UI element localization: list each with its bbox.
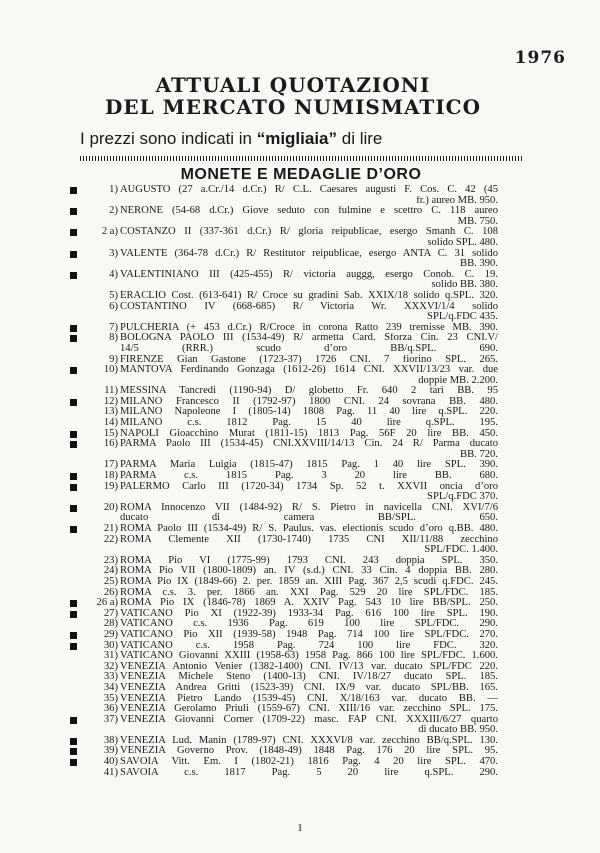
- list-item: [0, 609, 600, 620]
- list-item: [0, 429, 600, 440]
- entry-text: SPL/FDC. 1.400.: [424, 545, 498, 556]
- entry-text: BB. 390.: [460, 259, 498, 270]
- entry-text: MB. 750.: [457, 216, 498, 227]
- bullet-marker: [70, 473, 77, 480]
- list-item: [0, 662, 600, 673]
- list-item: [0, 566, 600, 577]
- list-item: [0, 323, 600, 334]
- entry-number: 38): [103, 734, 118, 746]
- list-item: [0, 365, 600, 386]
- list-item: [0, 249, 600, 270]
- entry-number: 32): [103, 660, 118, 672]
- entry-text: ROMA Pio IX (1846-78) 1869 A. XXIV Pag. 543 10 lire BB/SPL. 250.: [120, 598, 498, 609]
- entry-number: 15): [103, 427, 118, 439]
- list-item: [0, 535, 600, 556]
- list-item: [0, 757, 600, 768]
- entry-number: 1): [109, 184, 118, 195]
- list-item: [0, 577, 600, 588]
- entry-text: ROMA Clemente XII (1730-1740) 1735 CNI XII/11/88 zecchino: [120, 534, 498, 545]
- list-item: [0, 556, 600, 567]
- entry-number: 20): [103, 501, 118, 513]
- entry-text: NAPOLI Gioacchino Murat (1811-15) 1813 Pag. 56F 20 lire BB. 450.: [120, 428, 498, 439]
- bullet-marker: [70, 759, 77, 766]
- entry-text: MANTOVA Ferdinando Gonzaga (1612-26) 1614 CNI. XXVII/13/23 var. due: [120, 365, 498, 376]
- entry-number: 21): [103, 523, 118, 534]
- bullet-marker: [70, 208, 77, 215]
- entry-text: ROMA Paolo III (1534-49) R/ S. Paulus. vas. electionis scudo d’oro q.BB. 480.: [120, 524, 498, 534]
- entry-number: 37): [103, 713, 118, 725]
- entry-text: 14/5 (RRR.) scudo d’oro BB/q.SPL. 690.: [120, 343, 498, 354]
- entry-text: SPL/q.FDC 435.: [427, 312, 498, 323]
- page-number: 1: [297, 822, 303, 834]
- entry-number: 24): [103, 565, 118, 577]
- entry-number: 29): [103, 628, 118, 640]
- entries-list: [0, 185, 600, 778]
- entry-number: 34): [103, 681, 118, 693]
- entry-text: ROMA Pio VI (1775-99) 1793 CNI. 243 doppia SPL. 350.: [120, 555, 498, 566]
- entry-text: VENEZIA Giovanni Corner (1709-22) masc. FAP CNI. XXXIII/6/27 quarto: [120, 714, 498, 725]
- bullet-marker: [70, 611, 77, 618]
- subtitle: [80, 129, 382, 149]
- bullet-marker: [70, 484, 77, 491]
- bullet-marker: [70, 717, 77, 724]
- list-item: [0, 418, 600, 429]
- section-title: MONETE E MEDAGLIE D’ORO: [180, 166, 422, 183]
- entry-number: 25): [103, 575, 118, 587]
- entry-text: COSTANZO II (337-361 d.Cr.) R/ gloria reipublicae, esergo Smanh C. 108: [120, 227, 498, 238]
- list-item: [0, 439, 600, 460]
- entry-number: 5): [109, 289, 118, 301]
- entry-text: SAVOIA Vitt. Em. I (1802-21) 1816 Pag. 4 20 lire SPL. 470.: [120, 757, 498, 768]
- entry-text: MILANO c.s. 1812 Pag. 15 40 lire q.SPL. 195.: [120, 418, 498, 429]
- entry-number: 40): [103, 756, 118, 768]
- subtitle-emphasis: “migliaia”: [256, 129, 338, 148]
- list-item: [0, 355, 600, 366]
- entry-number: 9): [109, 353, 118, 365]
- list-item: [0, 694, 600, 705]
- list-item: [0, 386, 600, 397]
- bullet-marker: [70, 229, 77, 236]
- entry-text: MILANO Francesco II (1792-97) 1800 CNI. 24 sovrana BB. 480.: [120, 396, 498, 407]
- list-item: [0, 503, 600, 524]
- entry-number: 10): [103, 364, 118, 376]
- list-item: [0, 524, 600, 535]
- list-item: [0, 185, 600, 206]
- bullet-marker: [70, 632, 77, 639]
- bullet-marker: [70, 187, 77, 194]
- bullet-marker: [70, 748, 77, 755]
- entry-text: VATICANO c.s. 1936 Pag. 619 100 lire SPL/FDC. 290.: [120, 619, 498, 630]
- entry-number: 23): [103, 554, 118, 566]
- entry-number: 35): [103, 692, 118, 704]
- bullet-marker: [70, 335, 77, 342]
- entry-text: VATICANO Pio XII (1939-58) 1948 Pag. 714 100 lire SPL/FDC. 270.: [120, 629, 498, 640]
- entry-text: MESSINA Tancredi (1190-94) D/ globetto Fr. 640 2 tarì BB. 95: [120, 386, 498, 397]
- entry-text: FIRENZE Gian Gastone (1723-37) 1726 CNI. 7 fiorino SPL. 265.: [120, 354, 498, 365]
- entry-text: MILANO Napoleone I (1805-14) 1808 Pag. 11 40 lire q.SPL. 220.: [120, 407, 498, 418]
- bullet-marker: [70, 600, 77, 607]
- entry-text: VENEZIA Antonio Venier (1382-1400) CNI. IV/13 var. ducato SPL/FDC 220.: [120, 661, 498, 672]
- entry-number: 30): [103, 639, 118, 651]
- bullet-marker: [70, 325, 77, 332]
- entry-text: PARMA c.s. 1815 Pag. 3 20 lire BB. 680.: [120, 471, 498, 482]
- bullet-marker: [70, 643, 77, 650]
- list-item: [0, 588, 600, 599]
- entry-number: 41): [103, 766, 118, 778]
- entry-text: ROMA c.s. 3. per. 1866 an. XXI Pag. 529 20 lire SPL/FDC. 185.: [120, 587, 498, 598]
- entry-text: SPL/q.FDC 370.: [427, 492, 498, 503]
- list-item: [0, 619, 600, 630]
- entry-text: VATICANO c.s. 1958 Pag. 724 100 lire FDC. 320.: [120, 640, 498, 651]
- entry-number: 17): [103, 459, 118, 471]
- list-item: [0, 471, 600, 482]
- list-item: [0, 598, 600, 609]
- dotted-rule: [80, 156, 522, 161]
- entry-number: 39): [103, 745, 118, 757]
- list-item: [0, 736, 600, 747]
- entry-number: 28): [103, 618, 118, 630]
- entry-text: VATICANO Pio XI (1922-39) 1933-34 Pag. 616 100 lire SPL. 190.: [120, 608, 498, 619]
- list-item: [0, 460, 600, 471]
- subtitle-suffix: di lire: [337, 129, 383, 148]
- entry-text: solido BB. 380.: [431, 280, 498, 291]
- list-item: [0, 270, 600, 291]
- entry-text: PARMA Paolo III (1534-45) CNI.XXVIII/14/13 Cin. 24 R/ Parma ducato: [120, 439, 498, 450]
- entry-text: doppie MB. 2.200.: [418, 375, 498, 386]
- entry-text: AUGUSTO (27 a.Cr./14 d.Cr.) R/ C.L. Caesares augusti F. Cos. C. 42 (45: [120, 185, 498, 195]
- entry-text: VALENTINIANO III (425-455) R/ victoria auggg, esergo Conob. C. 19.: [120, 269, 498, 280]
- list-item: [0, 683, 600, 694]
- list-item: [0, 407, 600, 418]
- entry-text: VALENTE (364-78 d.Cr.) R/ Restitutor reipublicae, esergo ANTA C. 31 solido: [120, 248, 498, 259]
- bullet-marker: [70, 367, 77, 374]
- entry-number: 36): [103, 703, 118, 715]
- list-item: [0, 672, 600, 683]
- entry-number: 2 a): [101, 226, 118, 238]
- entry-number: 4): [109, 268, 118, 280]
- entry-text: NERONE (54-68 d.Cr.) Giove seduto con fulmine e scettro C. 118 aureo: [120, 206, 498, 217]
- entry-number: 26 a): [96, 597, 118, 609]
- entry-text: VENEZIA Pietro Lando (1539-45) CNI. X/18/163 var. ducato BB. —: [120, 693, 498, 704]
- entry-text: PULCHERIA (+ 453 d.Cr.) R/Croce in corona Ratto 239 tremisse MB. 390.: [120, 322, 498, 333]
- entry-text: BOLOGNA PAOLO III (1534-49) R/ armetta Card. Sforza Cin. 23 CNI.V/: [120, 333, 498, 344]
- bullet-marker: [70, 399, 77, 406]
- list-item: [0, 768, 600, 779]
- entry-number: 13): [103, 406, 118, 418]
- bullet-marker: [70, 738, 77, 745]
- list-item: [0, 641, 600, 652]
- entry-number: 3): [109, 247, 118, 259]
- title-line-1: ATTUALI QUOTAZIONI: [155, 73, 431, 97]
- bullet-marker: [70, 431, 77, 438]
- list-item: [0, 482, 600, 503]
- list-item: [0, 291, 600, 302]
- entry-number: 11): [104, 385, 118, 397]
- list-item: [0, 227, 600, 248]
- entry-text: ducato di camera BB/SPL. 650.: [120, 513, 498, 524]
- entry-number: 6): [109, 300, 118, 312]
- entry-text: di ducato BB. 950.: [418, 725, 498, 736]
- entry-text: VENEZIA Gerolamo Priuli (1559-67) CNI. XIII/16 var. zecchino SPL. 175.: [120, 704, 498, 715]
- entry-number: 12): [103, 395, 118, 407]
- list-item: [0, 704, 600, 715]
- list-item: [0, 206, 600, 227]
- entry-text: fr.) aureo MB. 950.: [416, 195, 498, 206]
- entry-number: 16): [103, 438, 118, 450]
- entry-number: 7): [109, 321, 118, 333]
- entry-text: solido SPL. 480.: [427, 237, 498, 248]
- entry-text: VATICANO Giovanni XXIII (1958-63) 1958 Pag. 866 100 lire SPL/FDC. 1.600.: [120, 651, 498, 662]
- entry-text: PALERMO Carlo III (1720-34) 1734 Sp. 52 t. XXVII oncia d’oro: [120, 481, 498, 492]
- entry-number: 22): [103, 533, 118, 545]
- bullet-marker: [70, 272, 77, 279]
- entry-number: 14): [103, 417, 118, 429]
- subtitle-prefix: I prezzi sono indicati in: [80, 129, 257, 148]
- entry-number: 33): [103, 671, 118, 683]
- entry-text: VENEZIA Governo Prov. (1848-49) 1848 Pag. 176 20 lire SPL. 95.: [120, 746, 498, 757]
- bullet-marker: [70, 251, 77, 258]
- entry-text: BB. 720.: [460, 449, 498, 460]
- entry-number: 26): [103, 586, 118, 598]
- entry-number: 31): [103, 650, 118, 662]
- entry-number: 27): [103, 607, 118, 619]
- entry-number: 2): [109, 205, 118, 217]
- entry-text: VENEZIA Lud. Manin (1789-97) CNI. XXXVI/8 var. zecchino BB/q.SPL. 130.: [120, 735, 498, 746]
- entry-number: 8): [109, 332, 118, 344]
- entry-text: ROMA Innocenzo VII (1484-92) R/ S. Pietro in navicella CNI. XVI/7/6: [120, 502, 498, 513]
- list-item: [0, 302, 600, 323]
- title-line-2: DEL MERCATO NUMISMATICO: [104, 95, 482, 119]
- list-item: [0, 630, 600, 641]
- entry-text: COSTANTINO IV (668-685) R/ Victoria Wr. XXXVI/1/4 solido: [120, 301, 498, 312]
- list-item: [0, 746, 600, 757]
- entry-text: SAVOIA c.s. 1817 Pag. 5 20 lire q.SPL. 290.: [120, 767, 498, 778]
- entry-text: VENEZIA Andrea Gritti (1523-39) CNI. IX/9 var. ducato SPL/BB. 165.: [120, 682, 498, 693]
- entry-text: PARMA Maria Luigia (1815-47) 1815 Pag. 1 40 lire SPL. 390.: [120, 460, 498, 471]
- list-item: [0, 397, 600, 408]
- bullet-marker: [70, 505, 77, 512]
- entry-text: VENEZIA Michele Steno (1400-13) CNI. IV/18/27 ducato SPL. 185.: [120, 672, 498, 683]
- list-item: [0, 333, 600, 354]
- entry-text: ERACLIO Cost. (613-641) R/ Croce su gradini Sab. XXIX/18 solido q.SPL. 320.: [120, 290, 498, 301]
- bullet-marker: [70, 441, 77, 448]
- bullet-marker: [70, 526, 77, 533]
- entry-text: ROMA Pio IX (1849-66) 2. per. 1859 an. XIII Pag. 367 2,5 scudi q.FDC. 245.: [120, 576, 498, 587]
- year-label: 1976: [514, 48, 566, 68]
- list-item: [0, 715, 600, 736]
- list-item: [0, 651, 600, 662]
- entry-number: 19): [103, 480, 118, 492]
- entry-text: ROMA Pio VII (1800-1809) an. IV (s.d.) CNI. 33 Cin. 4 doppia BB. 280.: [120, 566, 498, 577]
- entry-number: 18): [103, 470, 118, 482]
